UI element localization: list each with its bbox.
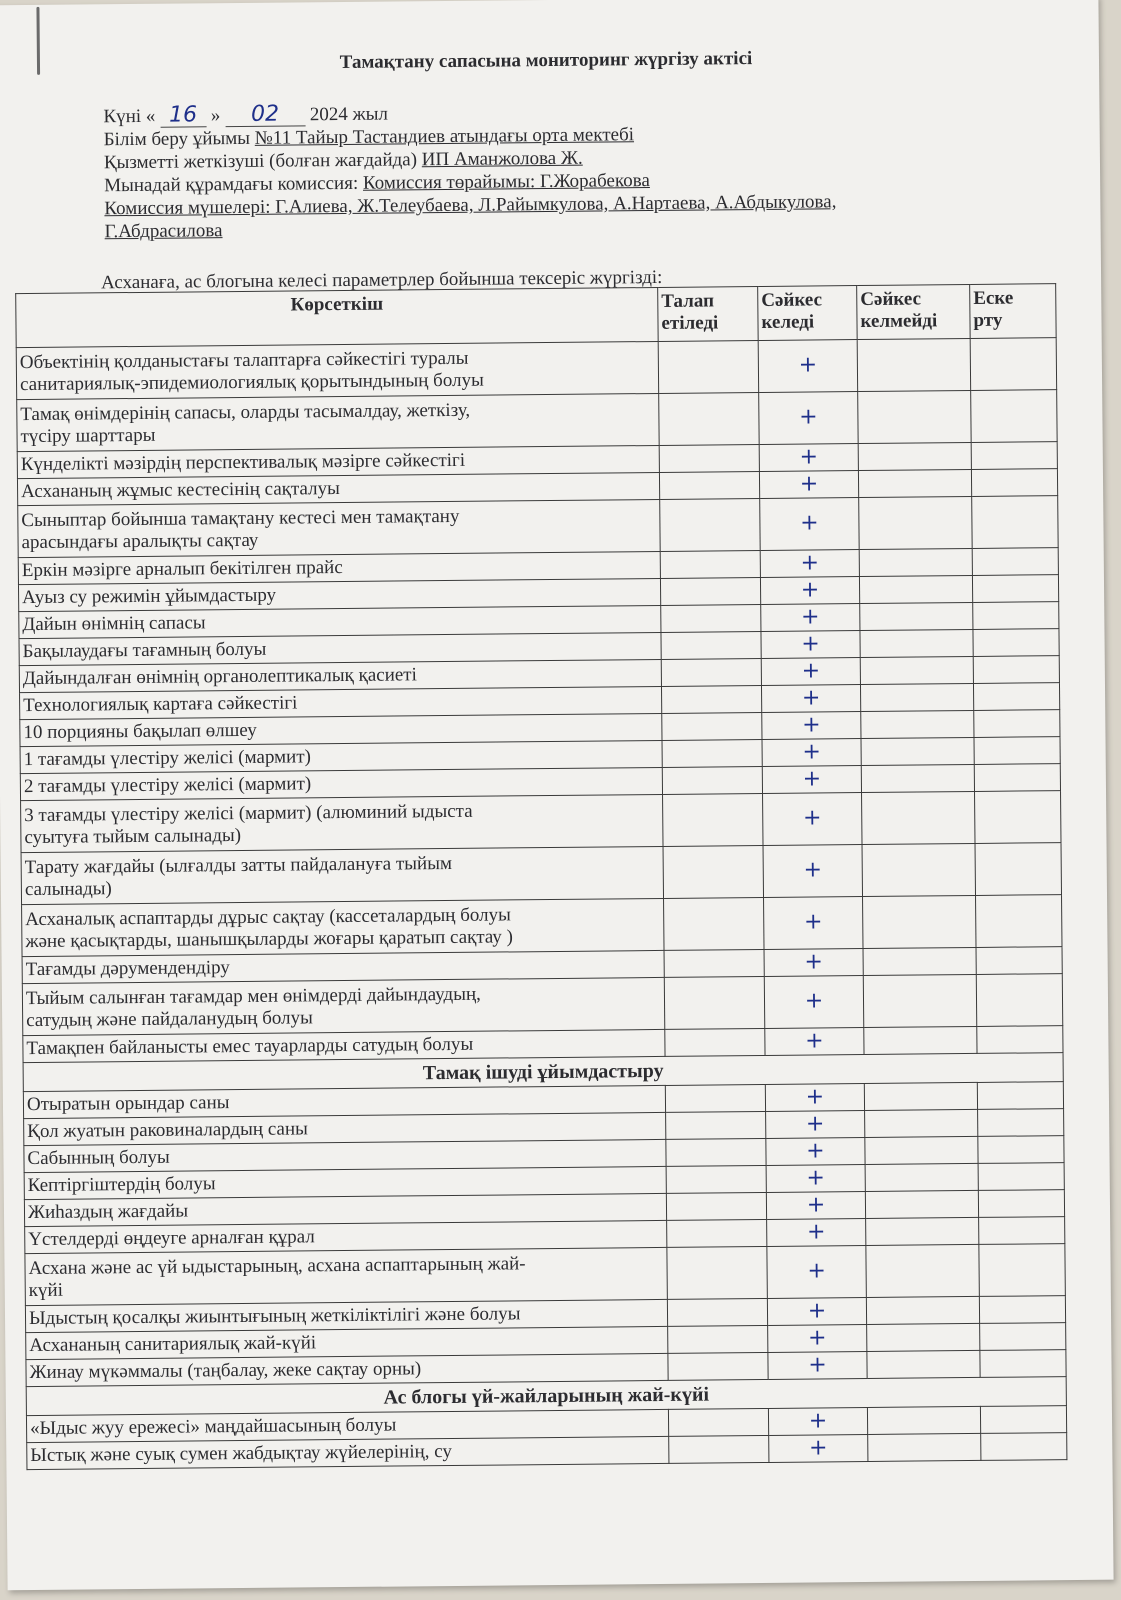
indicator-text: 10 порцияны бақылап өлшеу bbox=[23, 719, 257, 744]
complies-cell bbox=[762, 712, 861, 740]
document-header bbox=[103, 97, 836, 243]
organization-value: №11 Тайыр Тастандиев атындағы орта мектебі bbox=[254, 124, 635, 149]
complies-cell bbox=[766, 1165, 865, 1193]
required-cell bbox=[666, 1165, 766, 1193]
complies-cell bbox=[762, 739, 861, 767]
date-mid: » bbox=[210, 105, 221, 127]
note-cell bbox=[974, 764, 1060, 792]
complies-cell bbox=[761, 631, 860, 659]
not-complies-cell bbox=[866, 1217, 979, 1245]
note-cell bbox=[971, 469, 1057, 497]
complies-cell bbox=[760, 498, 859, 551]
indicator-cell bbox=[21, 846, 663, 904]
required-cell bbox=[660, 577, 760, 605]
not-complies-cell bbox=[859, 548, 972, 576]
handwritten-check-mark: + bbox=[807, 1324, 827, 1351]
complies-cell bbox=[760, 577, 859, 605]
header-required: Талап етіледі bbox=[658, 287, 759, 342]
complies-cell bbox=[769, 1435, 868, 1463]
required-cell bbox=[659, 393, 759, 446]
required-cell bbox=[661, 631, 761, 659]
handwritten-check-mark: + bbox=[801, 657, 821, 684]
note-cell bbox=[979, 1244, 1065, 1297]
not-complies-cell bbox=[858, 469, 971, 497]
required-cell bbox=[668, 1352, 768, 1380]
date-month: 02 bbox=[225, 102, 305, 127]
document-title: Тамақтану сапасына мониторинг жүргізу актісі bbox=[339, 48, 753, 74]
complies-cell bbox=[767, 1298, 866, 1326]
indicator-text: Объектінің қолданыстағы талаптарға сәйкестігі туралы bbox=[19, 347, 469, 373]
indicator-text: Жиһаздың жағдайы bbox=[27, 1200, 189, 1224]
table-header-row bbox=[16, 284, 1056, 348]
not-complies-cell bbox=[861, 764, 974, 792]
indicator-cell bbox=[18, 499, 660, 557]
not-complies-cell bbox=[865, 1163, 978, 1191]
not-complies-cell bbox=[865, 1190, 978, 1218]
note-cell bbox=[973, 629, 1059, 657]
required-cell bbox=[667, 1219, 767, 1247]
handwritten-check-mark: + bbox=[798, 352, 818, 378]
not-complies-cell bbox=[859, 496, 972, 549]
not-complies-cell bbox=[860, 683, 973, 711]
date-suffix: 2024 жыл bbox=[309, 103, 389, 126]
handwritten-check-mark: + bbox=[805, 1083, 825, 1110]
indicator-text: Технологиялық картаға сәйкестігі bbox=[23, 692, 298, 717]
note-cell bbox=[979, 1296, 1065, 1324]
handwritten-check-mark: + bbox=[802, 711, 821, 738]
required-cell bbox=[659, 472, 759, 500]
complies-cell bbox=[758, 340, 857, 393]
note-cell bbox=[976, 895, 1062, 948]
not-complies-cell bbox=[860, 656, 973, 684]
handwritten-check-mark: + bbox=[808, 1434, 828, 1461]
not-complies-cell bbox=[858, 442, 971, 470]
complies-cell bbox=[759, 471, 858, 499]
handwritten-check-mark: + bbox=[799, 404, 818, 430]
supplier-value: ИП Аманжолова Ж. bbox=[421, 147, 583, 171]
handwritten-check-mark: + bbox=[803, 857, 823, 883]
handwritten-check-mark: + bbox=[806, 1164, 826, 1191]
not-complies-cell bbox=[867, 1350, 980, 1378]
indicator-text: Дайындалған өнімнің органолептикалық қасиеті bbox=[22, 664, 417, 690]
header-not-complies: Сәйкес келмейді bbox=[857, 284, 971, 339]
note-cell bbox=[974, 737, 1060, 765]
indicator-text-cont: арасындағы аралықты сақтау bbox=[21, 529, 259, 553]
inspection-table bbox=[15, 283, 1067, 1470]
required-cell bbox=[659, 445, 759, 473]
date-day: 16 bbox=[160, 103, 206, 127]
required-cell bbox=[664, 976, 764, 1029]
not-complies-cell bbox=[860, 602, 973, 630]
required-cell bbox=[664, 949, 764, 977]
note-cell bbox=[979, 1217, 1065, 1245]
handwritten-check-mark: + bbox=[801, 630, 820, 657]
required-cell bbox=[660, 499, 760, 552]
indicator-text: Ауыз су режимін ұйымдастыру bbox=[22, 584, 277, 609]
not-complies-cell bbox=[865, 1109, 978, 1137]
section-title: Тамақ ішуді ұйымдастыру bbox=[23, 1053, 1063, 1092]
indicator-text-cont: салынады) bbox=[24, 877, 112, 900]
indicator-text-cont: суытуға тыйым салынады) bbox=[24, 824, 242, 848]
note-cell bbox=[970, 338, 1056, 391]
not-complies-cell bbox=[861, 710, 974, 738]
indicator-text: Жинау мүкәммалы (таңбалау, жеке сақтау орны) bbox=[29, 1358, 422, 1384]
note-cell bbox=[973, 602, 1059, 630]
note-cell bbox=[971, 390, 1057, 443]
indicator-text: «Ыдыс жуу ережесі» маңдайшасының болуы bbox=[29, 1414, 397, 1440]
not-complies-cell bbox=[868, 1433, 981, 1461]
complies-cell bbox=[766, 1138, 865, 1166]
handwritten-check-mark: + bbox=[802, 805, 822, 831]
complies-cell bbox=[762, 766, 861, 794]
indicator-cell bbox=[17, 393, 659, 451]
not-complies-cell bbox=[867, 1323, 980, 1351]
required-cell bbox=[662, 739, 762, 767]
complies-cell bbox=[764, 897, 863, 950]
commission-chair: Комиссия төрайымы: Г.Жорабекова bbox=[362, 170, 650, 194]
required-cell bbox=[661, 658, 761, 686]
required-cell bbox=[667, 1298, 767, 1326]
complies-cell bbox=[764, 949, 863, 977]
inspection-intro: Асханаға, ас блогына келесі параметрлер бойынша тексеріс жүргізді: bbox=[100, 266, 663, 294]
indicator-text: Еркін мәзірге арналып бекітілген прайс bbox=[21, 557, 343, 582]
header-note: Еске рту bbox=[970, 284, 1057, 339]
note-cell bbox=[974, 710, 1060, 738]
required-cell bbox=[668, 1325, 768, 1353]
not-complies-cell bbox=[867, 1406, 980, 1434]
note-cell bbox=[981, 1433, 1067, 1461]
note-cell bbox=[977, 1026, 1063, 1054]
required-cell bbox=[663, 845, 763, 898]
indicator-text: Тыйым салынған тағамдар мен өнімдерді дайындаудың, bbox=[25, 983, 481, 1009]
not-complies-cell bbox=[863, 947, 976, 975]
indicator-text: Асханалық аспаптарды дұрыс сақтау (кассеталардың болуы bbox=[25, 903, 511, 930]
section-title: Ас блогы үй-жайларының жай-күйі bbox=[26, 1377, 1066, 1416]
indicator-text: 1 тағамды үлестіру желісі (мармит) bbox=[23, 746, 312, 771]
complies-cell bbox=[766, 1192, 865, 1220]
required-cell bbox=[662, 766, 762, 794]
indicator-cell bbox=[21, 794, 663, 852]
indicator-text-cont: күйі bbox=[28, 1279, 64, 1301]
complies-cell bbox=[761, 658, 860, 686]
indicator-text: Ыдыстың қосалқы жиынтығының жеткіліктілігі және болуы bbox=[28, 1303, 521, 1330]
not-complies-cell bbox=[864, 1026, 977, 1054]
indicator-text: Сыныптар бойынша тамақтану кестесі мен тамақтану bbox=[21, 505, 460, 531]
indicator-text-cont: сатудың және пайдаланудың болуы bbox=[26, 1006, 313, 1031]
handwritten-check-mark: + bbox=[800, 603, 820, 630]
handwritten-check-mark: + bbox=[799, 470, 819, 497]
not-complies-cell bbox=[862, 791, 975, 844]
indicator-cell bbox=[16, 341, 658, 399]
complies-cell bbox=[759, 444, 858, 472]
note-cell bbox=[977, 1082, 1063, 1110]
header-indicator: Көрсеткіш bbox=[16, 287, 658, 347]
indicator-text: 2 тағамды үлестіру желісі (мармит) bbox=[23, 773, 312, 798]
note-cell bbox=[973, 656, 1059, 684]
complies-cell bbox=[760, 550, 859, 578]
note-cell bbox=[980, 1350, 1066, 1378]
handwritten-check-mark: + bbox=[800, 510, 819, 536]
complies-cell bbox=[768, 1352, 867, 1380]
indicator-text: Тамақ өнімдерінің сапасы, оларды тасымалдау, жеткізу, bbox=[20, 399, 471, 425]
indicator-text-cont: және қасықтарды, шанышқыларды жоғары қаратып сақтау ) bbox=[25, 925, 514, 952]
not-complies-cell bbox=[863, 974, 976, 1027]
required-cell bbox=[666, 1111, 766, 1139]
complies-cell bbox=[759, 392, 858, 445]
commission-members-line-1: Комиссия мүшелері: Г.Алиева, Ж.Телеубаева, Л.Райымкулова, А.Нартаева, А.Абдыкулова, bbox=[104, 191, 837, 220]
indicator-cell bbox=[22, 977, 664, 1035]
required-cell bbox=[660, 551, 760, 579]
header-complies: Сәйкес келеді bbox=[758, 286, 858, 341]
indicator-cell bbox=[27, 1436, 669, 1469]
indicator-text: Күнделікті мәзірдің перспективалық мәзірге сәйкестігі bbox=[20, 449, 466, 476]
indicator-text: Тарату жағдайы (ылғалды затты пайдалануға тыйым bbox=[24, 852, 453, 878]
note-cell bbox=[972, 548, 1058, 576]
handwritten-check-mark: + bbox=[806, 1191, 826, 1218]
indicator-text: Кептіргіштердің болуы bbox=[27, 1173, 216, 1197]
indicator-text: Асхана және ас үй ыдыстарының, асхана аспаптарының жай- bbox=[28, 1252, 526, 1279]
handwritten-check-mark: + bbox=[807, 1297, 827, 1324]
handwritten-check-mark: + bbox=[808, 1407, 828, 1434]
complies-cell bbox=[761, 604, 860, 632]
note-cell bbox=[976, 947, 1062, 975]
note-cell bbox=[972, 496, 1058, 549]
required-cell bbox=[658, 341, 758, 394]
complies-cell bbox=[765, 1028, 864, 1056]
required-cell bbox=[665, 1084, 765, 1112]
handwritten-check-mark: + bbox=[805, 1027, 824, 1054]
indicator-text: Бақылаудағы тағамның болуы bbox=[22, 638, 267, 663]
required-cell bbox=[665, 1028, 765, 1056]
indicator-text: Дайын өнімнің сапасы bbox=[22, 612, 206, 636]
note-cell bbox=[980, 1406, 1066, 1434]
required-cell bbox=[666, 1138, 766, 1166]
indicator-text: Сабынның болуы bbox=[27, 1146, 170, 1170]
note-cell bbox=[971, 442, 1057, 470]
supplier-label: Қызметті жеткізуші (болған жағдайда) bbox=[103, 149, 418, 174]
complies-cell bbox=[761, 685, 860, 713]
not-complies-cell bbox=[863, 895, 976, 948]
indicator-text-cont: түсіру шарттары bbox=[20, 424, 156, 447]
complies-cell bbox=[766, 1111, 865, 1139]
not-complies-cell bbox=[861, 737, 974, 765]
complies-cell bbox=[765, 1084, 864, 1112]
handwritten-check-mark: + bbox=[804, 988, 824, 1014]
required-cell bbox=[664, 897, 764, 950]
not-complies-cell bbox=[862, 843, 975, 896]
handwritten-check-mark: + bbox=[803, 909, 823, 935]
note-cell bbox=[978, 1109, 1064, 1137]
not-complies-cell bbox=[857, 338, 970, 391]
complies-cell bbox=[768, 1325, 867, 1353]
complies-cell bbox=[764, 976, 863, 1029]
indicator-text: Отыратын орындар саны bbox=[26, 1092, 230, 1116]
indicator-text: Асхананың санитариялық жай-күйі bbox=[29, 1332, 317, 1357]
indicator-text: Ыстық және суық сумен жабдықтау жүйелерінің, су bbox=[30, 1441, 453, 1467]
note-cell bbox=[978, 1163, 1064, 1191]
complies-cell bbox=[768, 1408, 867, 1436]
indicator-cell bbox=[25, 1247, 667, 1305]
not-complies-cell bbox=[866, 1296, 979, 1324]
indicator-text: Асхананың жұмыс кестесінің сақталуы bbox=[20, 478, 340, 503]
required-cell bbox=[668, 1408, 768, 1436]
table-body bbox=[16, 338, 1067, 1470]
handwritten-check-mark: + bbox=[805, 1110, 825, 1137]
required-cell bbox=[666, 1192, 766, 1220]
not-complies-cell bbox=[860, 629, 973, 657]
handwritten-check-mark: + bbox=[806, 1218, 826, 1245]
indicator-text: 3 тағамды үлестіру желісі (мармит) (алюминий ыдыста bbox=[24, 800, 473, 826]
required-cell bbox=[661, 685, 761, 713]
note-cell bbox=[975, 791, 1061, 844]
indicator-text-cont: санитариялық-эпидемиологиялық қорытындының болуы bbox=[19, 369, 484, 395]
note-cell bbox=[973, 683, 1059, 711]
indicator-text: Үстелдерді өңдеуге арналған құрал bbox=[28, 1226, 315, 1251]
indicator-text: Қол жуатын раковиналардың саны bbox=[27, 1118, 308, 1143]
indicator-text: Тағамды дәрумендендіру bbox=[25, 957, 230, 981]
handwritten-check-mark: + bbox=[800, 576, 820, 603]
required-cell bbox=[662, 712, 762, 740]
not-complies-cell bbox=[858, 390, 971, 443]
complies-cell bbox=[763, 845, 862, 898]
handwritten-check-mark: + bbox=[802, 738, 821, 765]
note-cell bbox=[976, 974, 1062, 1027]
note-cell bbox=[980, 1323, 1066, 1351]
complies-cell bbox=[767, 1219, 866, 1247]
handwritten-check-mark: + bbox=[806, 1137, 825, 1164]
required-cell bbox=[669, 1435, 769, 1463]
not-complies-cell bbox=[859, 575, 972, 603]
handwritten-check-mark: + bbox=[801, 684, 821, 711]
required-cell bbox=[667, 1246, 767, 1299]
note-cell bbox=[975, 843, 1061, 896]
not-complies-cell bbox=[866, 1244, 979, 1297]
handwritten-check-mark: + bbox=[807, 1258, 826, 1284]
note-cell bbox=[972, 575, 1058, 603]
note-cell bbox=[978, 1190, 1064, 1218]
handwritten-check-mark: + bbox=[799, 443, 819, 470]
complies-cell bbox=[767, 1246, 866, 1299]
indicator-cell bbox=[22, 898, 664, 956]
complies-cell bbox=[763, 793, 862, 846]
organization-label: Білім беру ұйымы bbox=[103, 127, 251, 151]
not-complies-cell bbox=[865, 1136, 978, 1164]
required-cell bbox=[663, 793, 763, 846]
not-complies-cell bbox=[864, 1082, 977, 1110]
commission-label: Мынадай құрамдағы комиссия: bbox=[104, 172, 359, 197]
date-prefix: Күні « bbox=[103, 105, 156, 128]
note-cell bbox=[978, 1136, 1064, 1164]
handwritten-check-mark: + bbox=[808, 1351, 827, 1378]
handwritten-check-mark: + bbox=[800, 549, 820, 576]
handwritten-check-mark: + bbox=[804, 948, 823, 975]
required-cell bbox=[661, 604, 761, 632]
indicator-text: Тамақпен байланысты емес тауарларды сатудың болуы bbox=[26, 1033, 474, 1060]
commission-members-line-2: Г.Абдрасилова bbox=[104, 220, 223, 243]
handwritten-check-mark: + bbox=[802, 765, 822, 792]
